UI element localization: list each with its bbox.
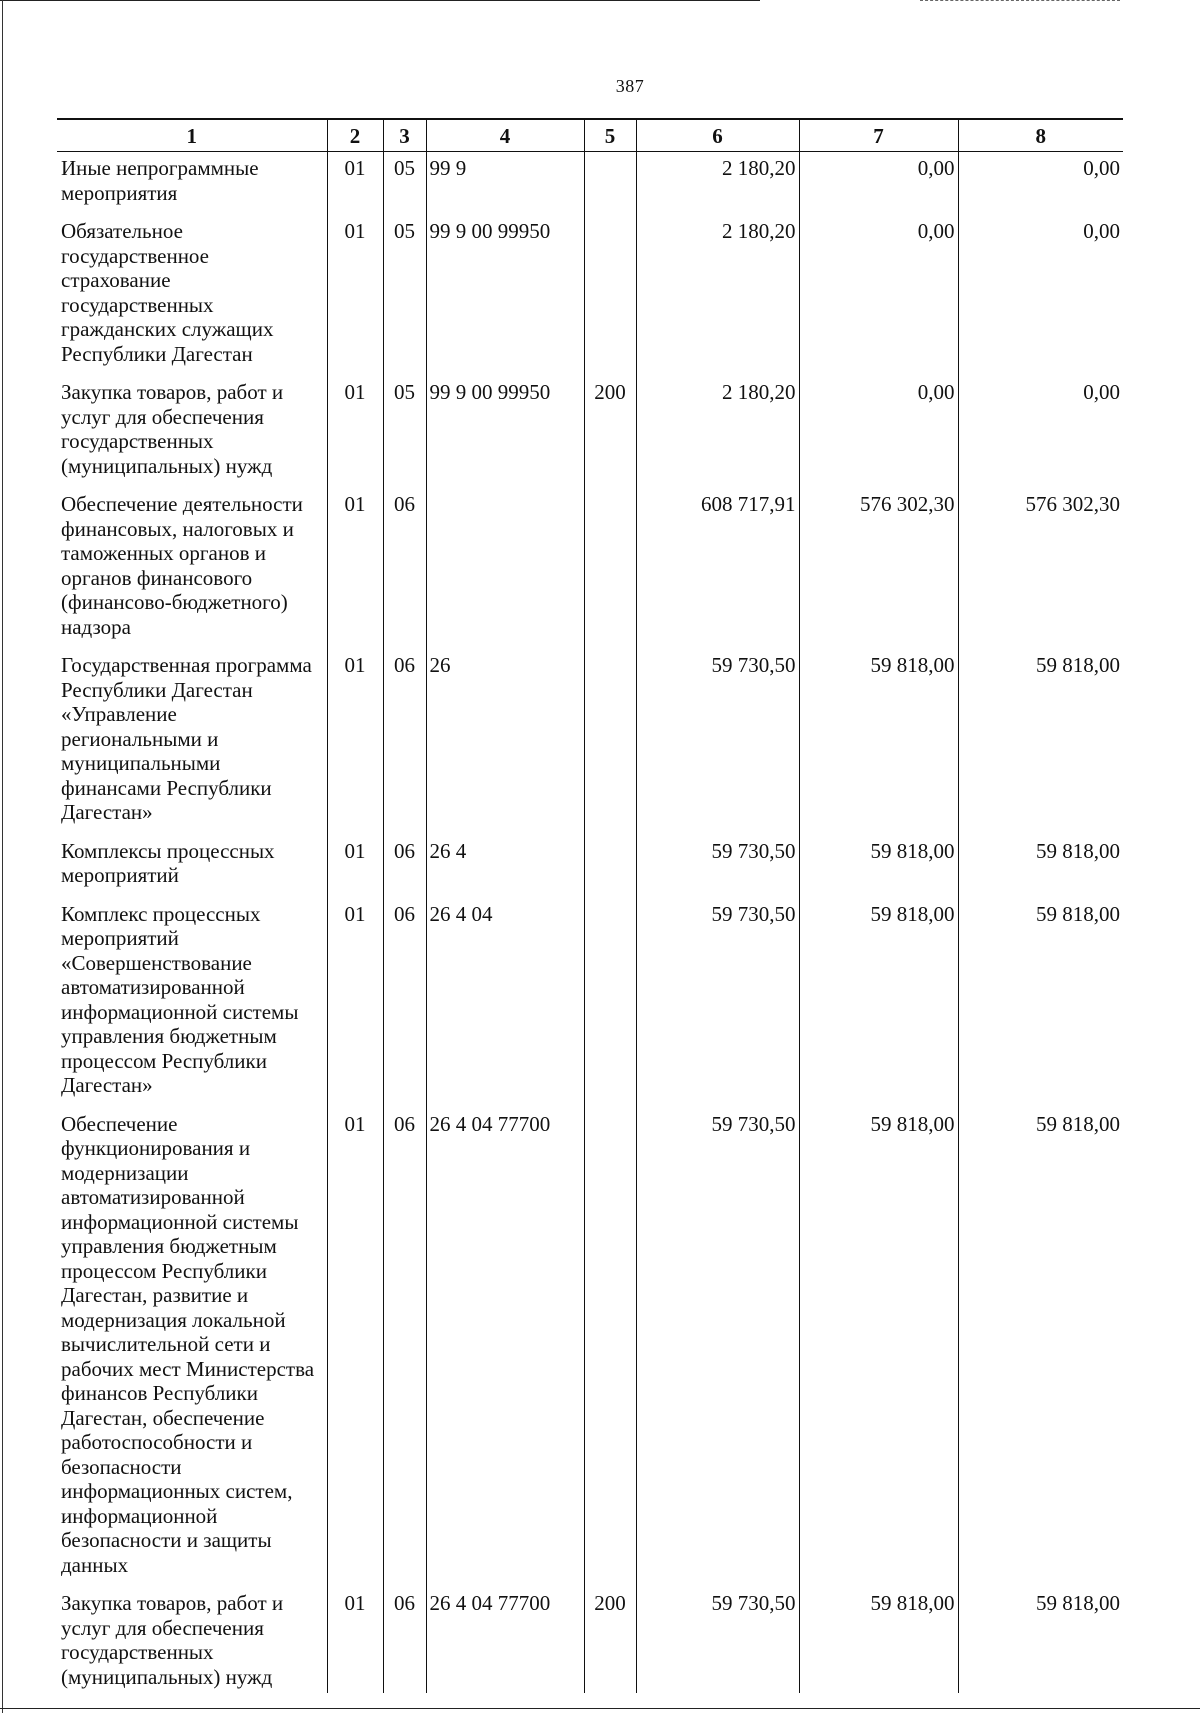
row-name: Комплексы процессных мероприятий: [61, 838, 275, 887]
table-row: [57, 376, 1123, 488]
row-amount-col7: 59 818,00: [799, 1587, 958, 1693]
row-expense-type: [584, 835, 636, 898]
header-col-8: 8: [958, 119, 1123, 152]
row-name: Государственная программа Республики Дагестан «Управление региональными и муниципальными финансами Республики Дагестан»: [61, 653, 312, 824]
row-target-article: 99 9: [426, 152, 584, 216]
row-target-article: [426, 488, 584, 649]
scan-edge-left: [2, 0, 3, 1713]
row-section: 01: [327, 1587, 383, 1693]
row-expense-type: [584, 215, 636, 376]
table-row: [57, 1108, 1123, 1588]
row-name: Комплекс процессных мероприятий «Совершенствование автоматизированной информационной системы управления бюджетным процессом Республики Дагестан»: [61, 901, 299, 1097]
header-col-6: 6: [636, 119, 799, 152]
row-target-article: 26: [426, 649, 584, 835]
row-subsection: 06: [383, 1108, 426, 1588]
row-subsection: 06: [383, 488, 426, 649]
row-amount-col6: 59 730,50: [636, 1587, 799, 1693]
row-amount-col6: 59 730,50: [636, 1108, 799, 1588]
row-amount-col6: 2 180,20: [636, 376, 799, 488]
row-amount-col7: 59 818,00: [799, 1108, 958, 1588]
table-header-row: [57, 119, 1123, 152]
row-subsection: 06: [383, 835, 426, 898]
row-amount-col6: 2 180,20: [636, 215, 799, 376]
row-section: 01: [327, 835, 383, 898]
row-target-article: 26 4 04 77700: [426, 1108, 584, 1588]
row-expense-type: 200: [584, 376, 636, 488]
header-col-2: 2: [327, 119, 383, 152]
row-name: Обязательное государственное страхование государственных гражданских служащих Республики Дагестан: [61, 219, 274, 366]
row-section: 01: [327, 1108, 383, 1588]
row-expense-type: [584, 152, 636, 216]
row-amount-col8: 59 818,00: [958, 1587, 1123, 1693]
row-name: Иные непрограммные мероприятия: [61, 156, 259, 205]
row-amount-col8: 59 818,00: [958, 649, 1123, 835]
row-expense-type: [584, 898, 636, 1108]
header-col-7: 7: [799, 119, 958, 152]
row-subsection: 06: [383, 1587, 426, 1693]
row-amount-col7: 0,00: [799, 215, 958, 376]
header-col-3: 3: [383, 119, 426, 152]
row-name: Обеспечение деятельности финансовых, налоговых и таможенных органов и органов финансового (финансово-бюджетного) надзора: [61, 492, 303, 639]
row-section: 01: [327, 649, 383, 835]
row-subsection: 05: [383, 152, 426, 216]
row-amount-col6: 608 717,91: [636, 488, 799, 649]
row-amount-col7: 59 818,00: [799, 649, 958, 835]
row-name: Закупка товаров, работ и услуг для обеспечения государственных (муниципальных) нужд: [61, 1591, 284, 1689]
row-amount-col8: 59 818,00: [958, 835, 1123, 898]
row-section: 01: [327, 376, 383, 488]
header-col-5: 5: [584, 119, 636, 152]
row-subsection: 06: [383, 649, 426, 835]
row-target-article: 26 4 04 77700: [426, 1587, 584, 1693]
table-row: [57, 1587, 1123, 1693]
row-expense-type: [584, 649, 636, 835]
table-row: [57, 835, 1123, 898]
row-amount-col7: 59 818,00: [799, 898, 958, 1108]
row-target-article: 99 9 00 99950: [426, 215, 584, 376]
budget-table: [57, 118, 1123, 1693]
row-section: 01: [327, 488, 383, 649]
row-amount-col6: 59 730,50: [636, 898, 799, 1108]
row-expense-type: [584, 488, 636, 649]
row-section: 01: [327, 215, 383, 376]
table-row: [57, 488, 1123, 649]
row-expense-type: 200: [584, 1587, 636, 1693]
row-name: Закупка товаров, работ и услуг для обеспечения государственных (муниципальных) нужд: [61, 380, 284, 478]
row-amount-col8: 0,00: [958, 215, 1123, 376]
row-amount-col6: 59 730,50: [636, 835, 799, 898]
row-section: 01: [327, 152, 383, 216]
row-target-article: 26 4 04: [426, 898, 584, 1108]
row-amount-col7: 0,00: [799, 376, 958, 488]
row-expense-type: [584, 1108, 636, 1588]
table-row: [57, 152, 1123, 216]
table-row: [57, 215, 1123, 376]
scan-edge-top-right: [920, 0, 1120, 1]
table-row: [57, 898, 1123, 1108]
row-amount-col6: 59 730,50: [636, 649, 799, 835]
scan-edge-bottom: [0, 1708, 1200, 1709]
row-amount-col8: 59 818,00: [958, 1108, 1123, 1588]
row-amount-col7: 0,00: [799, 152, 958, 216]
row-section: 01: [327, 898, 383, 1108]
row-subsection: 06: [383, 898, 426, 1108]
scan-edge-top: [0, 0, 760, 1]
page-number: 387: [615, 76, 645, 96]
row-subsection: 05: [383, 215, 426, 376]
row-amount-col8: 576 302,30: [958, 488, 1123, 649]
row-subsection: 05: [383, 376, 426, 488]
row-amount-col8: 0,00: [958, 152, 1123, 216]
header-col-1: 1: [57, 119, 327, 152]
row-amount-col8: 0,00: [958, 376, 1123, 488]
row-target-article: 26 4: [426, 835, 584, 898]
row-amount-col7: 576 302,30: [799, 488, 958, 649]
row-amount-col7: 59 818,00: [799, 835, 958, 898]
row-amount-col8: 59 818,00: [958, 898, 1123, 1108]
row-name: Обеспечение функционирования и модернизации автоматизированной информационной системы управления бюджетным процессом Республики Дагестан, развитие и модернизация локальной вычислительной сети и рабочих мест Министерства финансов Республики Дагестан, обеспечение работоспособности и безопасности информационных систем, информационной безопасности и защиты данных: [61, 1111, 315, 1577]
table-row: [57, 649, 1123, 835]
row-target-article: 99 9 00 99950: [426, 376, 584, 488]
row-amount-col6: 2 180,20: [636, 152, 799, 216]
header-col-4: 4: [426, 119, 584, 152]
